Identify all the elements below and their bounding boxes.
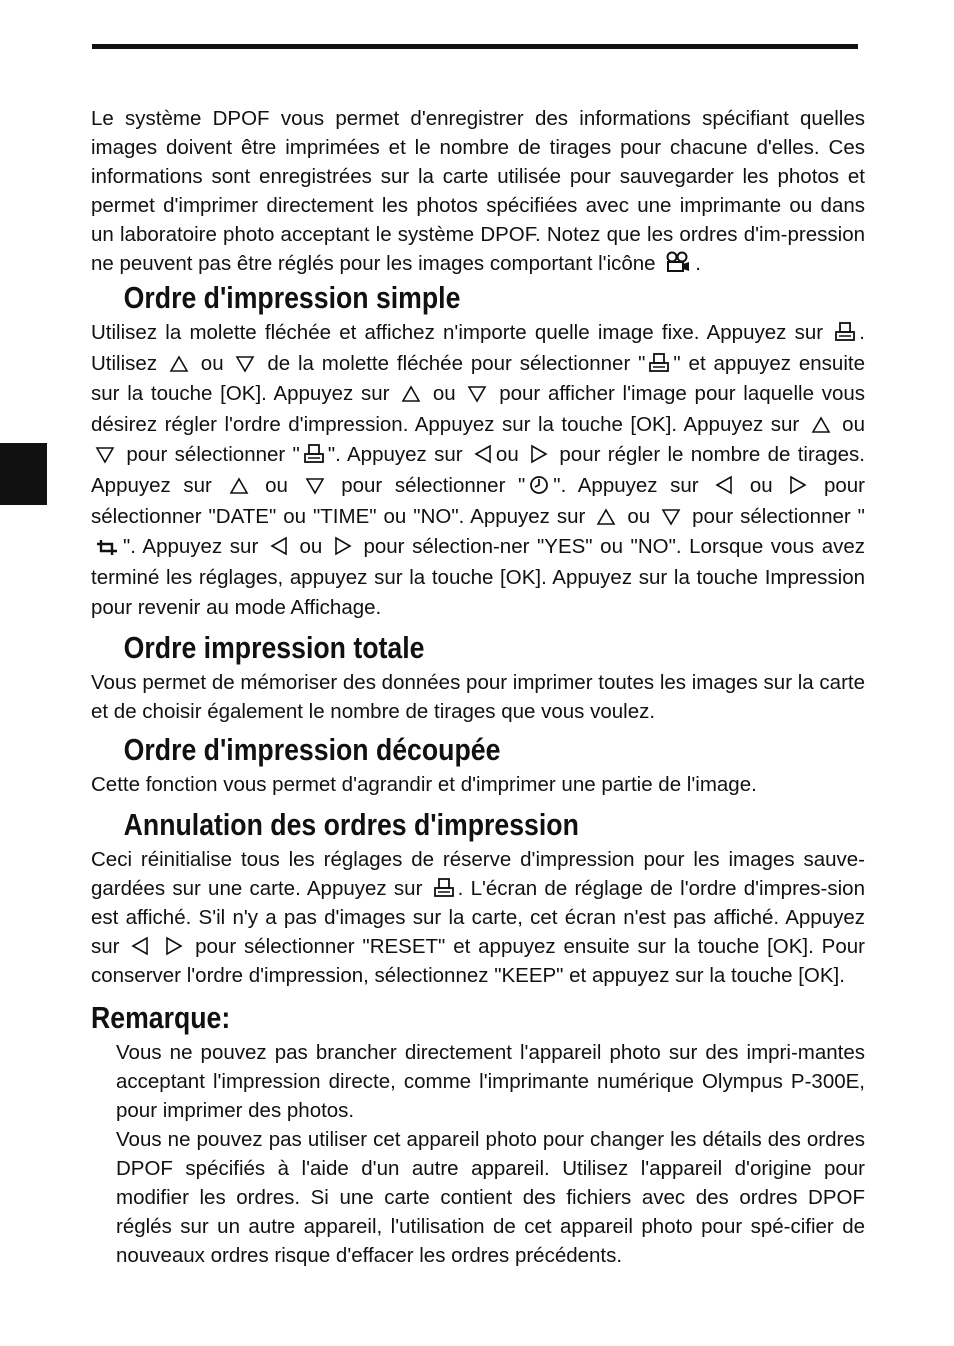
print-icon [434, 878, 454, 898]
arrow-right-icon [334, 536, 352, 556]
simple-paragraph [91, 318, 865, 624]
note-1: Vous ne pouvez pas brancher directement l'appareil photo sur des impri-mantes acceptant l'impression directe, comme l'imprimante numérique Olympus P-300E, pour imprimer des photos. [116, 1040, 865, 1122]
arrow-left-icon [474, 444, 492, 464]
decoupee-paragraph: Cette fonction vous permet d'agrandir et d'imprimer une partie de l'image. [91, 772, 757, 796]
clock-icon [529, 475, 549, 495]
text: ou [749, 473, 773, 497]
heading-remarque: Remarque: [91, 999, 231, 1035]
text: . L'écran de réglage de l'ordre d'impres-sion est affiché. S'il n'y a pas d'images sur la carte, cet écran n'est pas affiché. [91, 876, 865, 929]
totale-paragraph: Vous permet de mémoriser des données pour imprimer toutes les images sur la carte et de choisir également le nombre de tirages que vous voulez. [91, 670, 865, 723]
text: pour afficher l'image pour laquelle vous désirez régler l'ordre d'impression. Appuyez sur la touche [OK]. Appuyez sur [91, 382, 865, 436]
arrow-right-icon [530, 444, 548, 464]
text: pour sélection-ner "YES" ou "NO". Lorsque vous avez terminé les réglages, appuyez sur la touche [OK]. Appuyez sur la touche Impression pour revenir au mode Affichage. [91, 535, 865, 620]
chapter-tab [0, 443, 47, 505]
annulation-paragraph [91, 845, 865, 990]
text: ou [200, 351, 224, 375]
text: ou [627, 504, 651, 528]
text: ou [265, 473, 288, 497]
arrow-up-icon [401, 385, 421, 403]
arrow-up-icon [596, 508, 616, 526]
print-icon [304, 444, 324, 464]
print-icon [835, 322, 855, 342]
text: pour sélectionner " [126, 443, 300, 467]
arrow-down-icon [305, 477, 325, 495]
arrow-right-icon [789, 475, 807, 495]
heading-totale: Ordre impression totale [123, 629, 425, 665]
crop-icon [95, 538, 119, 556]
page-content [91, 104, 865, 1270]
intro-paragraph [91, 104, 865, 278]
print-icon [649, 353, 669, 373]
text: ou [299, 535, 323, 559]
text: pour sélectionner "DATE" ou "TIME" ou "NO". Appuyez sur [91, 473, 865, 528]
arrow-up-icon [169, 355, 189, 373]
text: ". Appuyez sur [327, 443, 463, 467]
heading-decoupee: Ordre d'impression découpée [123, 731, 501, 767]
intro-end: . [695, 252, 701, 275]
arrow-down-icon [235, 355, 255, 373]
text: pour sélectionner " [692, 504, 865, 528]
intro-text: Le système DPOF vous permet d'enregistrer des informations spécifiant quelles images doivent être imprimées et le nombre de tirages pour chacune d'elles. Ces informations sont enregistrées sur la carte utilisée pour sauvegarder les photos et permet d'imprimer directement les photos spécifiées avec une imprimante ou dans un laboratoire photo acceptant le système DPOF. Notez que les ordres d'im-pression ne peuvent pas être réglés pour les images comportant l'icône [91, 107, 865, 275]
text: ". Appuyez sur [553, 473, 699, 497]
text: de la molette fléchée pour sélectionner " [267, 351, 646, 375]
text: ou [842, 412, 865, 436]
text: Ceci réinitialise tous les réglages de réserve d'impression pour les images sauve-gardées sur une carte. Appuyez sur [91, 847, 865, 900]
movie-icon [665, 251, 691, 273]
note-2: Vous ne pouvez pas utiliser cet appareil photo pour changer les détails des ordres DPOF spécifiés à l'aide d'un autre appareil. Utilisez l'appareil d'origine pour modifier les ordres. Si une carte contient des fichiers avec des ordres DPOF réglés sur un autre appareil, l'utilisation de cet appareil photo pour spé-cifier de nouveaux ordres risque d'effacer les ordres précédents. [116, 1127, 865, 1267]
arrow-down-icon [95, 446, 115, 464]
arrow-left-icon [270, 536, 288, 556]
text: ou [432, 382, 456, 406]
heading-annulation: Annulation des ordres d'impression [123, 806, 579, 842]
text: " et appuyez ensuite sur la touche [OK]. Appuyez sur [91, 351, 865, 406]
text: pour sélectionner " [341, 473, 526, 497]
text: ". Appuyez sur [123, 535, 259, 559]
text: . Utilisez [91, 321, 865, 375]
arrow-left-icon [131, 936, 149, 956]
header-rule [92, 44, 858, 49]
arrow-right-icon [165, 936, 183, 956]
text: Appuyez sur [91, 905, 865, 958]
text: pour sélectionner "RESET" et appuyez ensuite sur la touche [OK]. Pour conserver l'ordre d'impression, sélectionnez "KEEP" et appuyez sur la touche [OK]. [91, 934, 865, 987]
arrow-up-icon [229, 477, 249, 495]
text: pour régler le nombre de tirages. Appuyez sur [91, 443, 865, 497]
arrow-down-icon [467, 385, 487, 403]
heading-simple: Ordre d'impression simple [123, 280, 461, 315]
text: Utilisez la molette fléchée et affichez n'importe quelle image fixe. Appuyez sur [91, 321, 824, 344]
arrow-left-icon [715, 475, 733, 495]
text: ou [495, 443, 519, 467]
arrow-up-icon [811, 416, 831, 434]
arrow-down-icon [661, 508, 681, 526]
